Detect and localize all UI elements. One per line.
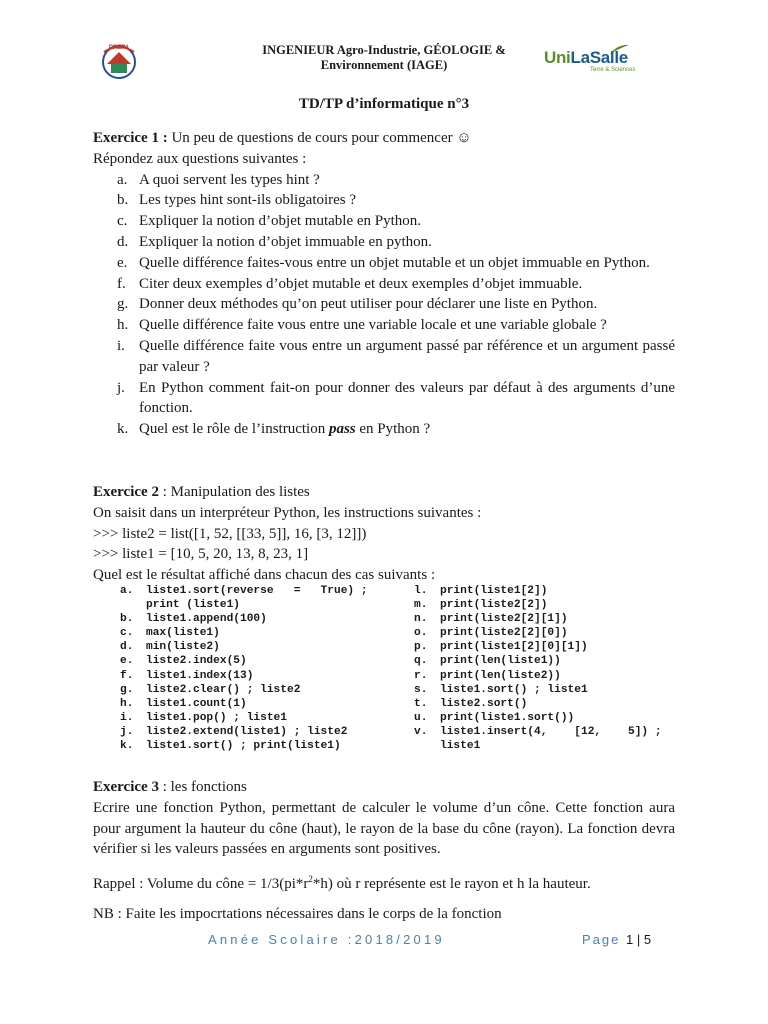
rappel-text: Rappel : Volume du cône = 1/3(pi*r <box>93 876 309 893</box>
code-marker: t. <box>414 697 428 710</box>
exercise-1-intro: Répondez aux questions suivantes : <box>93 150 307 167</box>
header-institution <box>200 43 571 73</box>
prepa-logo <box>100 42 138 80</box>
exercise-3-nb: NB : Faite les impocrtations nécessaires dans le corps de la fonction <box>93 905 502 922</box>
exercise-3-heading <box>93 777 675 798</box>
item-text: Les types hint sont-ils obligatoires ? <box>139 192 357 209</box>
code-marker: l. <box>414 585 428 597</box>
code-item <box>414 697 676 711</box>
rappel-text-after: *h) où r représente est le rayon et h la hauteur. <box>312 876 591 893</box>
code-text: liste1.sort() ; print(liste1) <box>146 740 341 753</box>
exercise-1-title: Un peu de questions de cours pour commencer ☺ <box>167 130 472 146</box>
footer-page-number <box>582 932 651 947</box>
item-marker: f. <box>117 275 126 292</box>
item-marker: e. <box>117 254 128 271</box>
exercise-3-title: : les fonctions <box>158 779 247 795</box>
list-item <box>93 378 675 420</box>
exercise-2-title: : Manipulation des listes <box>158 484 310 500</box>
code-marker: m. <box>414 599 428 612</box>
exercise-1-heading <box>93 128 675 149</box>
code-text: liste2.sort() <box>440 697 528 710</box>
item-text-after: en Python ? <box>355 421 431 438</box>
list-item <box>93 232 675 253</box>
exercise-2-heading <box>93 482 675 503</box>
exercise-2-label: Exercice 2 <box>93 484 159 500</box>
exercise-2-line: On saisit dans un interpréteur Python, les instructions suivantes : <box>93 504 482 521</box>
header-line-2: Environnement (IAGE) <box>320 58 448 72</box>
code-item <box>414 640 676 654</box>
code-marker: e. <box>120 655 134 668</box>
code-item <box>120 654 380 668</box>
code-item <box>414 683 676 697</box>
code-column-left <box>120 584 380 753</box>
code-marker: p. <box>414 641 428 654</box>
code-text: print(liste2[2][1]) <box>440 613 568 626</box>
item-text: Quelle différence faites-vous entre un objet mutable et un objet immuable en Python. <box>139 254 650 271</box>
code-item <box>414 669 676 683</box>
list-item <box>93 170 675 191</box>
exercise-3 <box>93 777 675 925</box>
code-text: print(liste1[2][0][1]) <box>440 641 588 654</box>
page-title: TD/TP d’informatique n°3 <box>298 96 470 112</box>
code-item <box>120 626 380 640</box>
code-column-right <box>414 584 676 753</box>
code-marker: n. <box>414 613 428 626</box>
code-marker: s. <box>414 683 428 696</box>
item-marker: j. <box>117 379 125 396</box>
exercise-1 <box>93 128 675 440</box>
exercise-2 <box>93 482 675 586</box>
footer-page-label: Page <box>582 932 626 947</box>
code-text: print(len(liste1)) <box>440 655 561 668</box>
exercise-3-label: Exercice 3 <box>93 779 159 795</box>
exercise-3-paragraph: Ecrire une fonction Python, permettant de calculer le volume d’un cône. Cette fonction aura pour argument la hauteur du cône (haut), le rayon de la base du cône (rayon). La fonction devra vérifier si les valeurs passées en arguments sont positives. <box>93 799 675 858</box>
code-text: print(liste1.sort()) <box>440 711 575 724</box>
exercise-2-line: Quel est le résultat affiché dans chacun des cas suivants : <box>93 567 436 584</box>
code-item <box>120 683 380 697</box>
list-item <box>93 253 675 274</box>
pass-keyword: pass <box>328 421 356 438</box>
code-text: max(liste1) <box>146 627 220 640</box>
list-item <box>93 419 675 440</box>
item-marker: i. <box>117 337 125 354</box>
list-item <box>93 294 675 315</box>
code-marker: i. <box>120 711 134 724</box>
code-marker: d. <box>120 641 134 654</box>
item-text: Expliquer la notion d’objet mutable en Python. <box>139 213 422 230</box>
code-text: print(len(liste2)) <box>440 669 561 682</box>
item-text: En Python comment fait-on pour donner des valeurs par défaut à des arguments d’une fonction. <box>139 379 675 417</box>
list-item <box>93 336 675 378</box>
exercise-1-last-question <box>93 419 675 440</box>
code-text: liste1.append(100) <box>146 613 267 626</box>
code-item <box>120 584 380 612</box>
code-marker: r. <box>414 669 428 682</box>
item-marker: c. <box>117 213 128 230</box>
exercise-3-rappel <box>93 869 675 895</box>
rappel-exponent: 2 <box>308 874 313 885</box>
brand-uni: Uni <box>544 48 571 67</box>
code-marker: v. <box>414 725 428 738</box>
prepa-logo-label: PREPA <box>108 45 130 51</box>
item-marker: g. <box>117 296 129 313</box>
unilasalle-logo <box>544 44 636 74</box>
code-item <box>120 725 380 739</box>
code-text: print(liste1[2]) <box>440 585 548 597</box>
code-text: liste2.extend(liste1) ; liste2 <box>146 725 348 738</box>
footer-school-year: Année Scolaire :2018/2019 <box>208 932 445 947</box>
code-item <box>414 711 676 725</box>
code-text: liste1.pop() ; liste1 <box>146 711 287 724</box>
code-item <box>414 598 676 612</box>
item-text: Expliquer la notion d’objet immuable en python. <box>139 233 432 250</box>
exercise-2-line: >>> liste2 = list([1, 52, [[33, 5]], 16, [3, 12]]) <box>93 525 367 542</box>
list-item <box>93 315 675 336</box>
exercise-2-line: >>> liste1 = [10, 5, 20, 13, 8, 23, 1] <box>93 546 309 563</box>
item-text: Citer deux exemples d’objet mutable et deux exemples d’objet immuable. <box>139 275 583 292</box>
code-marker: f. <box>120 669 134 682</box>
code-item <box>414 654 676 668</box>
code-marker: q. <box>414 655 428 668</box>
item-text: A quoi servent les types hint ? <box>139 171 320 188</box>
code-marker: j. <box>120 725 134 738</box>
code-marker: u. <box>414 711 428 724</box>
code-text: liste2.index(5) <box>146 655 247 668</box>
item-marker: a. <box>117 171 128 188</box>
code-text: liste1.sort(reverse = True) ; print (liste1) <box>146 585 368 612</box>
item-text: Quelle différence faite vous entre une variable locale et une variable globale ? <box>139 317 607 334</box>
footer-page-value: 1 | 5 <box>625 932 652 947</box>
code-marker: k. <box>120 740 134 753</box>
code-text: print(liste2[2][0]) <box>440 627 568 640</box>
code-text: liste1.insert(4, [12, 5]) ; liste1 <box>440 725 662 753</box>
item-marker: k. <box>117 421 129 438</box>
exercise-1-questions <box>93 170 675 420</box>
unilasalle-tagline: Terre & Sciences <box>590 67 636 73</box>
code-marker: a. <box>120 585 134 597</box>
item-marker: h. <box>117 317 129 334</box>
code-item <box>414 626 676 640</box>
code-item <box>120 697 380 711</box>
code-marker: g. <box>120 683 134 696</box>
item-text-before: Quel est le rôle de l’instruction <box>139 421 329 438</box>
code-item <box>120 640 380 654</box>
code-text: liste1.sort() ; liste1 <box>440 683 588 696</box>
code-item <box>414 584 676 598</box>
code-marker: b. <box>120 613 134 626</box>
code-text: liste1.index(13) <box>146 669 254 682</box>
code-item <box>414 612 676 626</box>
code-item <box>120 669 380 683</box>
code-marker: o. <box>414 627 428 640</box>
list-item <box>93 211 675 232</box>
unilasalle-wordmark <box>544 48 628 68</box>
code-item <box>120 711 380 725</box>
list-item <box>93 274 675 295</box>
list-item <box>93 190 675 211</box>
exercise-1-label: Exercice 1 : <box>93 130 168 146</box>
code-text: print(liste2[2]) <box>440 599 548 612</box>
header-line-1: INGENIEUR Agro-Industrie, GÉOLOGIE & <box>262 43 506 57</box>
code-marker: c. <box>120 627 134 640</box>
item-text: Donner deux méthodes qu’on peut utiliser pour déclarer une liste en Python. <box>139 296 598 313</box>
code-text: liste1.count(1) <box>146 697 247 710</box>
item-marker: d. <box>117 233 129 250</box>
item-text: Quelle différence faite vous entre un argument passé par référence et un argument passé par valeur ? <box>139 337 675 375</box>
code-item <box>414 725 676 753</box>
code-text: min(liste2) <box>146 641 220 654</box>
code-marker: h. <box>120 697 134 710</box>
item-marker: b. <box>117 192 129 209</box>
brand-lasalle: LaSalle <box>570 48 628 67</box>
code-text: liste2.clear() ; liste2 <box>146 683 301 696</box>
code-item <box>120 739 380 753</box>
code-item <box>120 612 380 626</box>
